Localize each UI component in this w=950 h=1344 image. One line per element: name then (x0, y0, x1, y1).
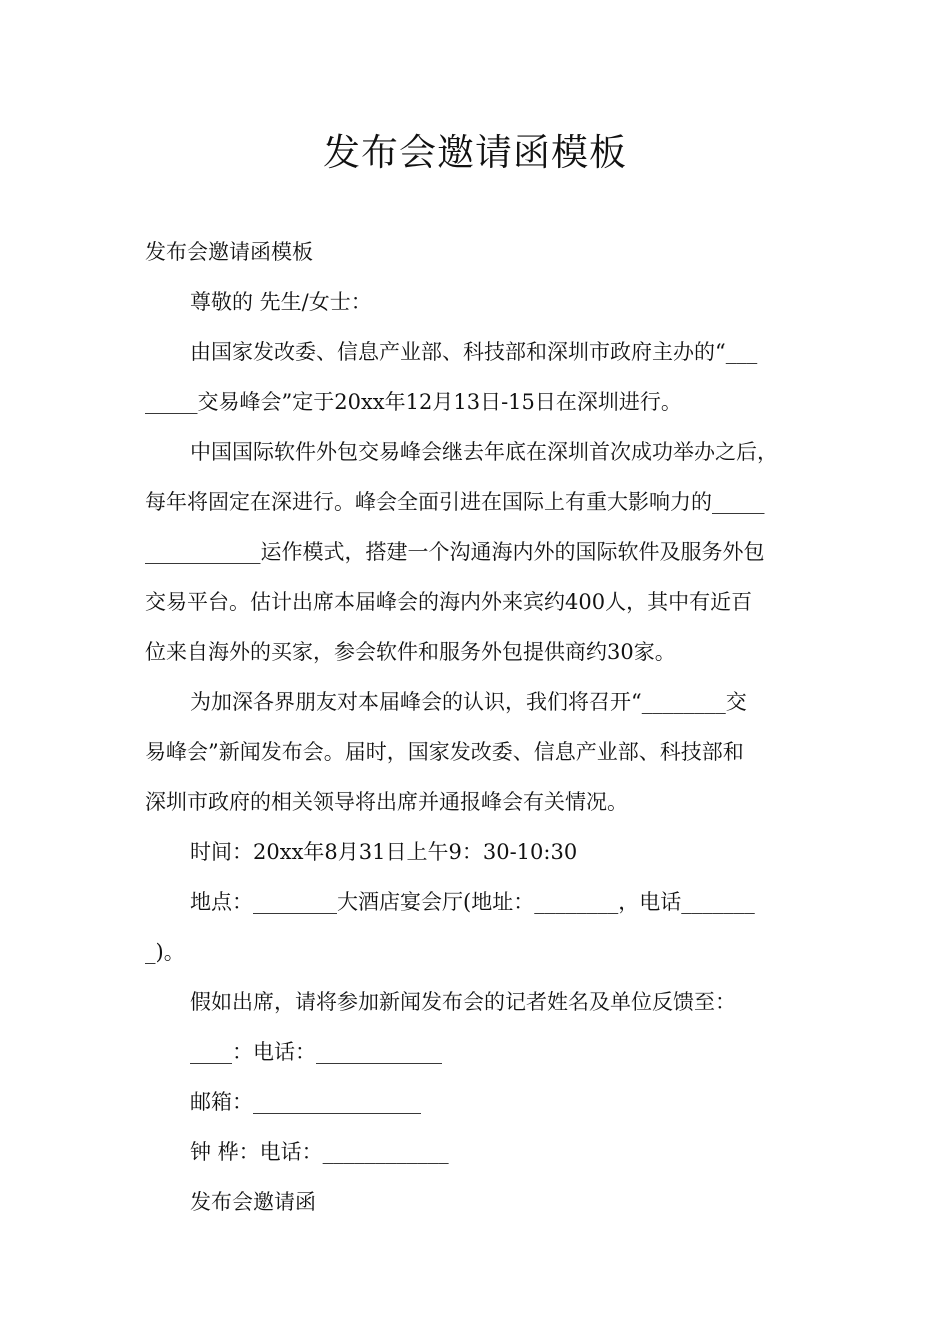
paragraph-line: 中国国际软件外包交易峰会继去年底在深圳首次成功举办之后， (190, 440, 778, 464)
paragraph-line: _____交易峰会”定于20xx年12月13日-15日在深圳进行。 (145, 390, 682, 414)
document-title: 发布会邀请函模板 (323, 131, 627, 174)
paragraph-line: ___________运作模式，搭建一个沟通海内外的国际软件及服务外包 (145, 540, 765, 564)
document-body (145, 227, 810, 1227)
event-time: 时间：20xx年8月31日上午9：30-10:30 (190, 840, 578, 864)
paragraph-line: 位来自海外的买家，参会软件和服务外包提供商约30家。 (145, 640, 676, 664)
paragraph-line: 由国家发改委、信息产业部、科技部和深圳市政府主办的“___ (190, 340, 758, 364)
paragraph-line: 每年将固定在深进行。峰会全面引进在国际上有重大影响力的_____ (145, 490, 765, 514)
contact-email-line: 邮箱：________________ (190, 1090, 421, 1114)
contact-person-line: 钟 桦：电话：____________ (190, 1140, 449, 1164)
paragraph-line: 易峰会”新闻发布会。届时，国家发改委、信息产业部、科技部和 (145, 740, 744, 764)
rsvp-instruction: 假如出席，请将参加新闻发布会的记者姓名及单位反馈至： (190, 990, 736, 1014)
event-location: 地点：________大酒店宴会厅(地址：________，电话_______ (190, 890, 755, 914)
paragraph-line: 交易平台。估计出席本届峰会的海内外来宾约400人，其中有近百 (145, 590, 753, 614)
salutation: 尊敬的 先生/女士： (190, 290, 372, 314)
paragraph-line: 深圳市政府的相关领导将出席并通报峰会有关情况。 (145, 790, 628, 814)
contact-phone-line: ____：电话：____________ (190, 1040, 442, 1064)
body-heading: 发布会邀请函模板 (145, 240, 313, 264)
closing-line: 发布会邀请函 (190, 1190, 316, 1214)
paragraph-line: 为加深各界朋友对本届峰会的认识，我们将召开“________交 (190, 690, 747, 714)
event-location-continued: _)。 (145, 940, 185, 964)
